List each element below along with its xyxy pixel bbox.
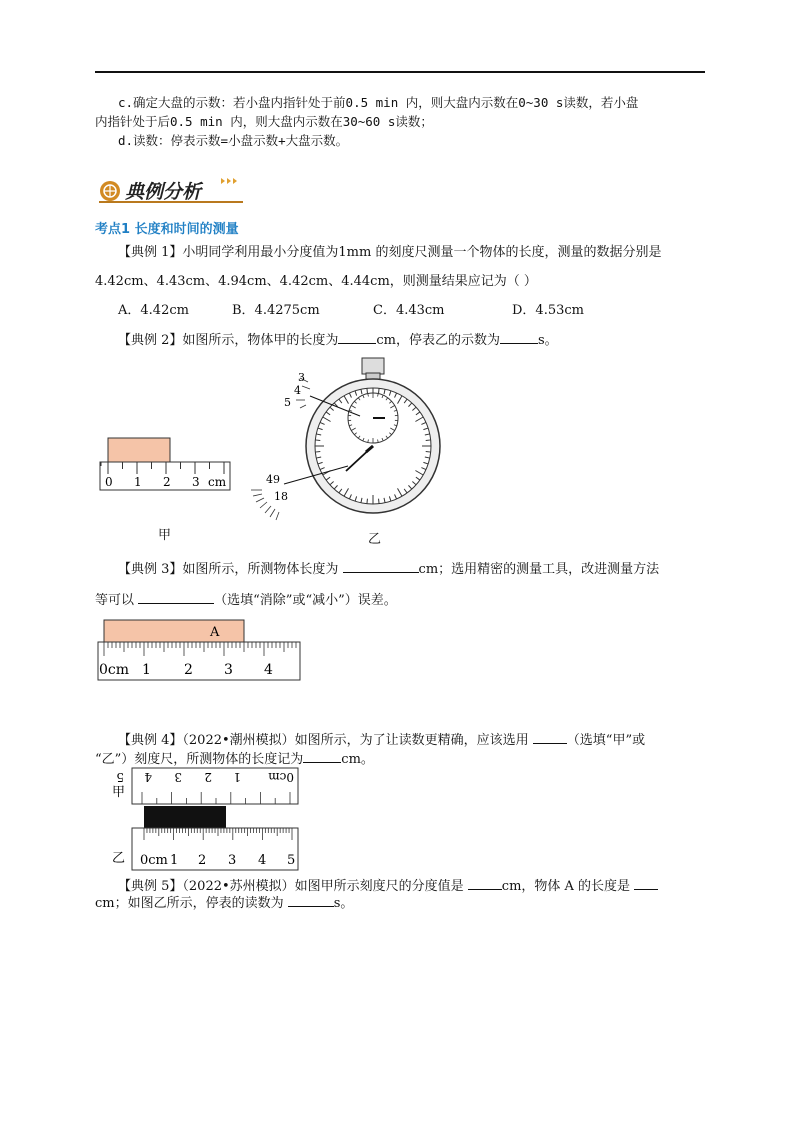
tick <box>367 499 368 504</box>
watch-label-18: 18 <box>274 490 288 503</box>
ex3-line2 <box>95 591 397 610</box>
ruler-label-2: 2 <box>163 475 171 489</box>
tick <box>426 452 431 453</box>
ruler-label-1: 1 <box>134 475 142 489</box>
ex2-text-c: s。 <box>538 333 558 348</box>
ruler-yi-label: 乙 <box>112 851 126 866</box>
ex2-text-b: cm，停表乙的示数为 <box>376 333 501 348</box>
ex1-option-a: A．4.42cm <box>118 303 189 318</box>
tick <box>379 388 380 393</box>
caption-jia: 甲 <box>158 528 172 543</box>
yi-label-0cm: 0cm <box>140 853 168 868</box>
step-c-line1: c.确定大盘的示数：若小盘内指针处于前0.5 min 内，则大盘内示数在0~30 s读数，若小盘 <box>118 95 639 110</box>
watch-label-4: 4 <box>294 384 301 397</box>
yi-label-5: 5 <box>287 853 296 868</box>
tick <box>379 499 380 504</box>
ex5-line2 <box>95 894 353 913</box>
ex3-text-b: cm；选用精密的测量工具，改进测量方法 <box>418 562 660 577</box>
ruler-label-0: 0 <box>105 475 113 489</box>
ruler-label-3: 3 <box>192 475 200 489</box>
tick <box>315 452 320 453</box>
tick <box>426 440 431 441</box>
yi-label-4: 4 <box>258 853 267 868</box>
object-a-label: A <box>210 625 220 640</box>
ex1-option-c: C．4.43cm <box>373 303 445 318</box>
ex1-line2: 4.42cm、4.43cm、4.94cm、4.42cm、4.44cm，则测量结果应记为（ ） <box>95 274 537 289</box>
yi-label-2: 2 <box>198 853 207 868</box>
ex4-text-c: “乙”）刻度尺，所测物体的长度记为 <box>95 752 304 767</box>
ex5-blank-time[interactable] <box>288 894 334 907</box>
jia-label-5: 5 <box>116 770 124 784</box>
ruler-a-figure <box>96 618 302 682</box>
ex3-text-a: 【典例 3】如图所示，所测物体长度为 <box>118 562 339 577</box>
ruler-a-label-2: 2 <box>184 662 193 678</box>
ex2-blank-time[interactable] <box>500 331 538 344</box>
ex3-text-d: （选填“消除”或“减小”）误差。 <box>214 593 397 608</box>
jia-label-3: 3 <box>174 770 182 784</box>
step-d-line: d.读数：停表示数=小盘示数+大盘示数。 <box>118 133 349 148</box>
ex1-option-b: B．4.4275cm <box>232 303 320 318</box>
ruler-a-label-4: 4 <box>264 662 273 678</box>
object-block <box>108 438 170 462</box>
kaodian-title: 考点1 长度和时间的测量 <box>95 222 239 237</box>
ex1-line1: 【典例 1】小明同学利用最小分度值为1mm 的刻度尺测量一个物体的长度，测量的数据分别是 <box>118 245 662 260</box>
ex4-text-b: （选填“甲”或 <box>566 733 646 748</box>
ex5-blank-division[interactable] <box>468 877 502 890</box>
yi-label-1: 1 <box>170 853 179 868</box>
jia-label-4: 4 <box>144 770 152 784</box>
stopwatch-figure <box>248 356 448 526</box>
ex3-blank-error[interactable] <box>138 591 214 604</box>
object-a-block <box>104 620 244 642</box>
ex4-line1 <box>118 731 645 750</box>
watch-label-3: 3 <box>298 371 305 384</box>
ex5-text-d: s。 <box>333 896 354 911</box>
ex4-text-d: cm。 <box>341 752 374 767</box>
watch-label-5: 5 <box>284 396 291 409</box>
ex5-text-c: cm；如图乙所示，停表的读数为 <box>95 896 284 911</box>
step-c-line2: 内指针处于后0.5 min 内，则大盘内示数在30~60 s读数； <box>95 114 433 129</box>
ex5-text-b: cm，物体 A 的长度是 <box>501 879 631 894</box>
two-rulers-figure <box>110 764 306 872</box>
ex1-option-d: D．4.53cm <box>512 303 584 318</box>
jia-label-1: 1 <box>233 770 241 784</box>
ruler-label-cm: cm <box>208 475 227 489</box>
section-badge <box>97 176 245 206</box>
stopwatch-stem <box>366 373 380 379</box>
watch-label-49: 49 <box>266 473 280 486</box>
ex2-blank-length[interactable] <box>338 331 376 344</box>
ex3-text-c: 等可以 <box>95 593 135 608</box>
tick <box>315 440 320 441</box>
yi-label-3: 3 <box>228 853 237 868</box>
ruler-a-label-0cm: 0cm <box>99 662 130 678</box>
ex2-text-a: 【典例 2】如图所示，物体甲的长度为 <box>118 333 339 348</box>
tick <box>367 388 368 393</box>
ex5-blank-length[interactable] <box>634 877 658 890</box>
ex3-line1 <box>118 560 659 579</box>
ex2-question <box>118 331 558 350</box>
ex4-blank-length[interactable] <box>303 750 341 763</box>
caption-yi: 乙 <box>368 532 382 547</box>
ruler-a-label-1: 1 <box>142 662 151 678</box>
ruler-jia-label: 甲 <box>112 785 126 800</box>
ex4-text-a: 【典例 4】（2022•潮州模拟）如图所示，为了让读数更精确，应该选用 <box>118 733 529 748</box>
black-object <box>144 806 226 828</box>
jia-label-0cm: 0cm <box>268 770 294 784</box>
ex4-blank-ruler[interactable] <box>533 731 567 744</box>
ruler-a-label-3: 3 <box>224 662 233 678</box>
ex3-blank-length[interactable] <box>343 560 419 573</box>
header-rule <box>95 71 705 73</box>
ruler-jia-figure <box>98 436 234 492</box>
jia-label-2: 2 <box>204 770 212 784</box>
ex5-text-a: 【典例 5】（2022•苏州模拟）如图甲所示刻度尺的分度值是 <box>118 879 464 894</box>
section-badge-text: 典例分析 <box>125 181 202 203</box>
stopwatch-crown <box>362 358 384 374</box>
